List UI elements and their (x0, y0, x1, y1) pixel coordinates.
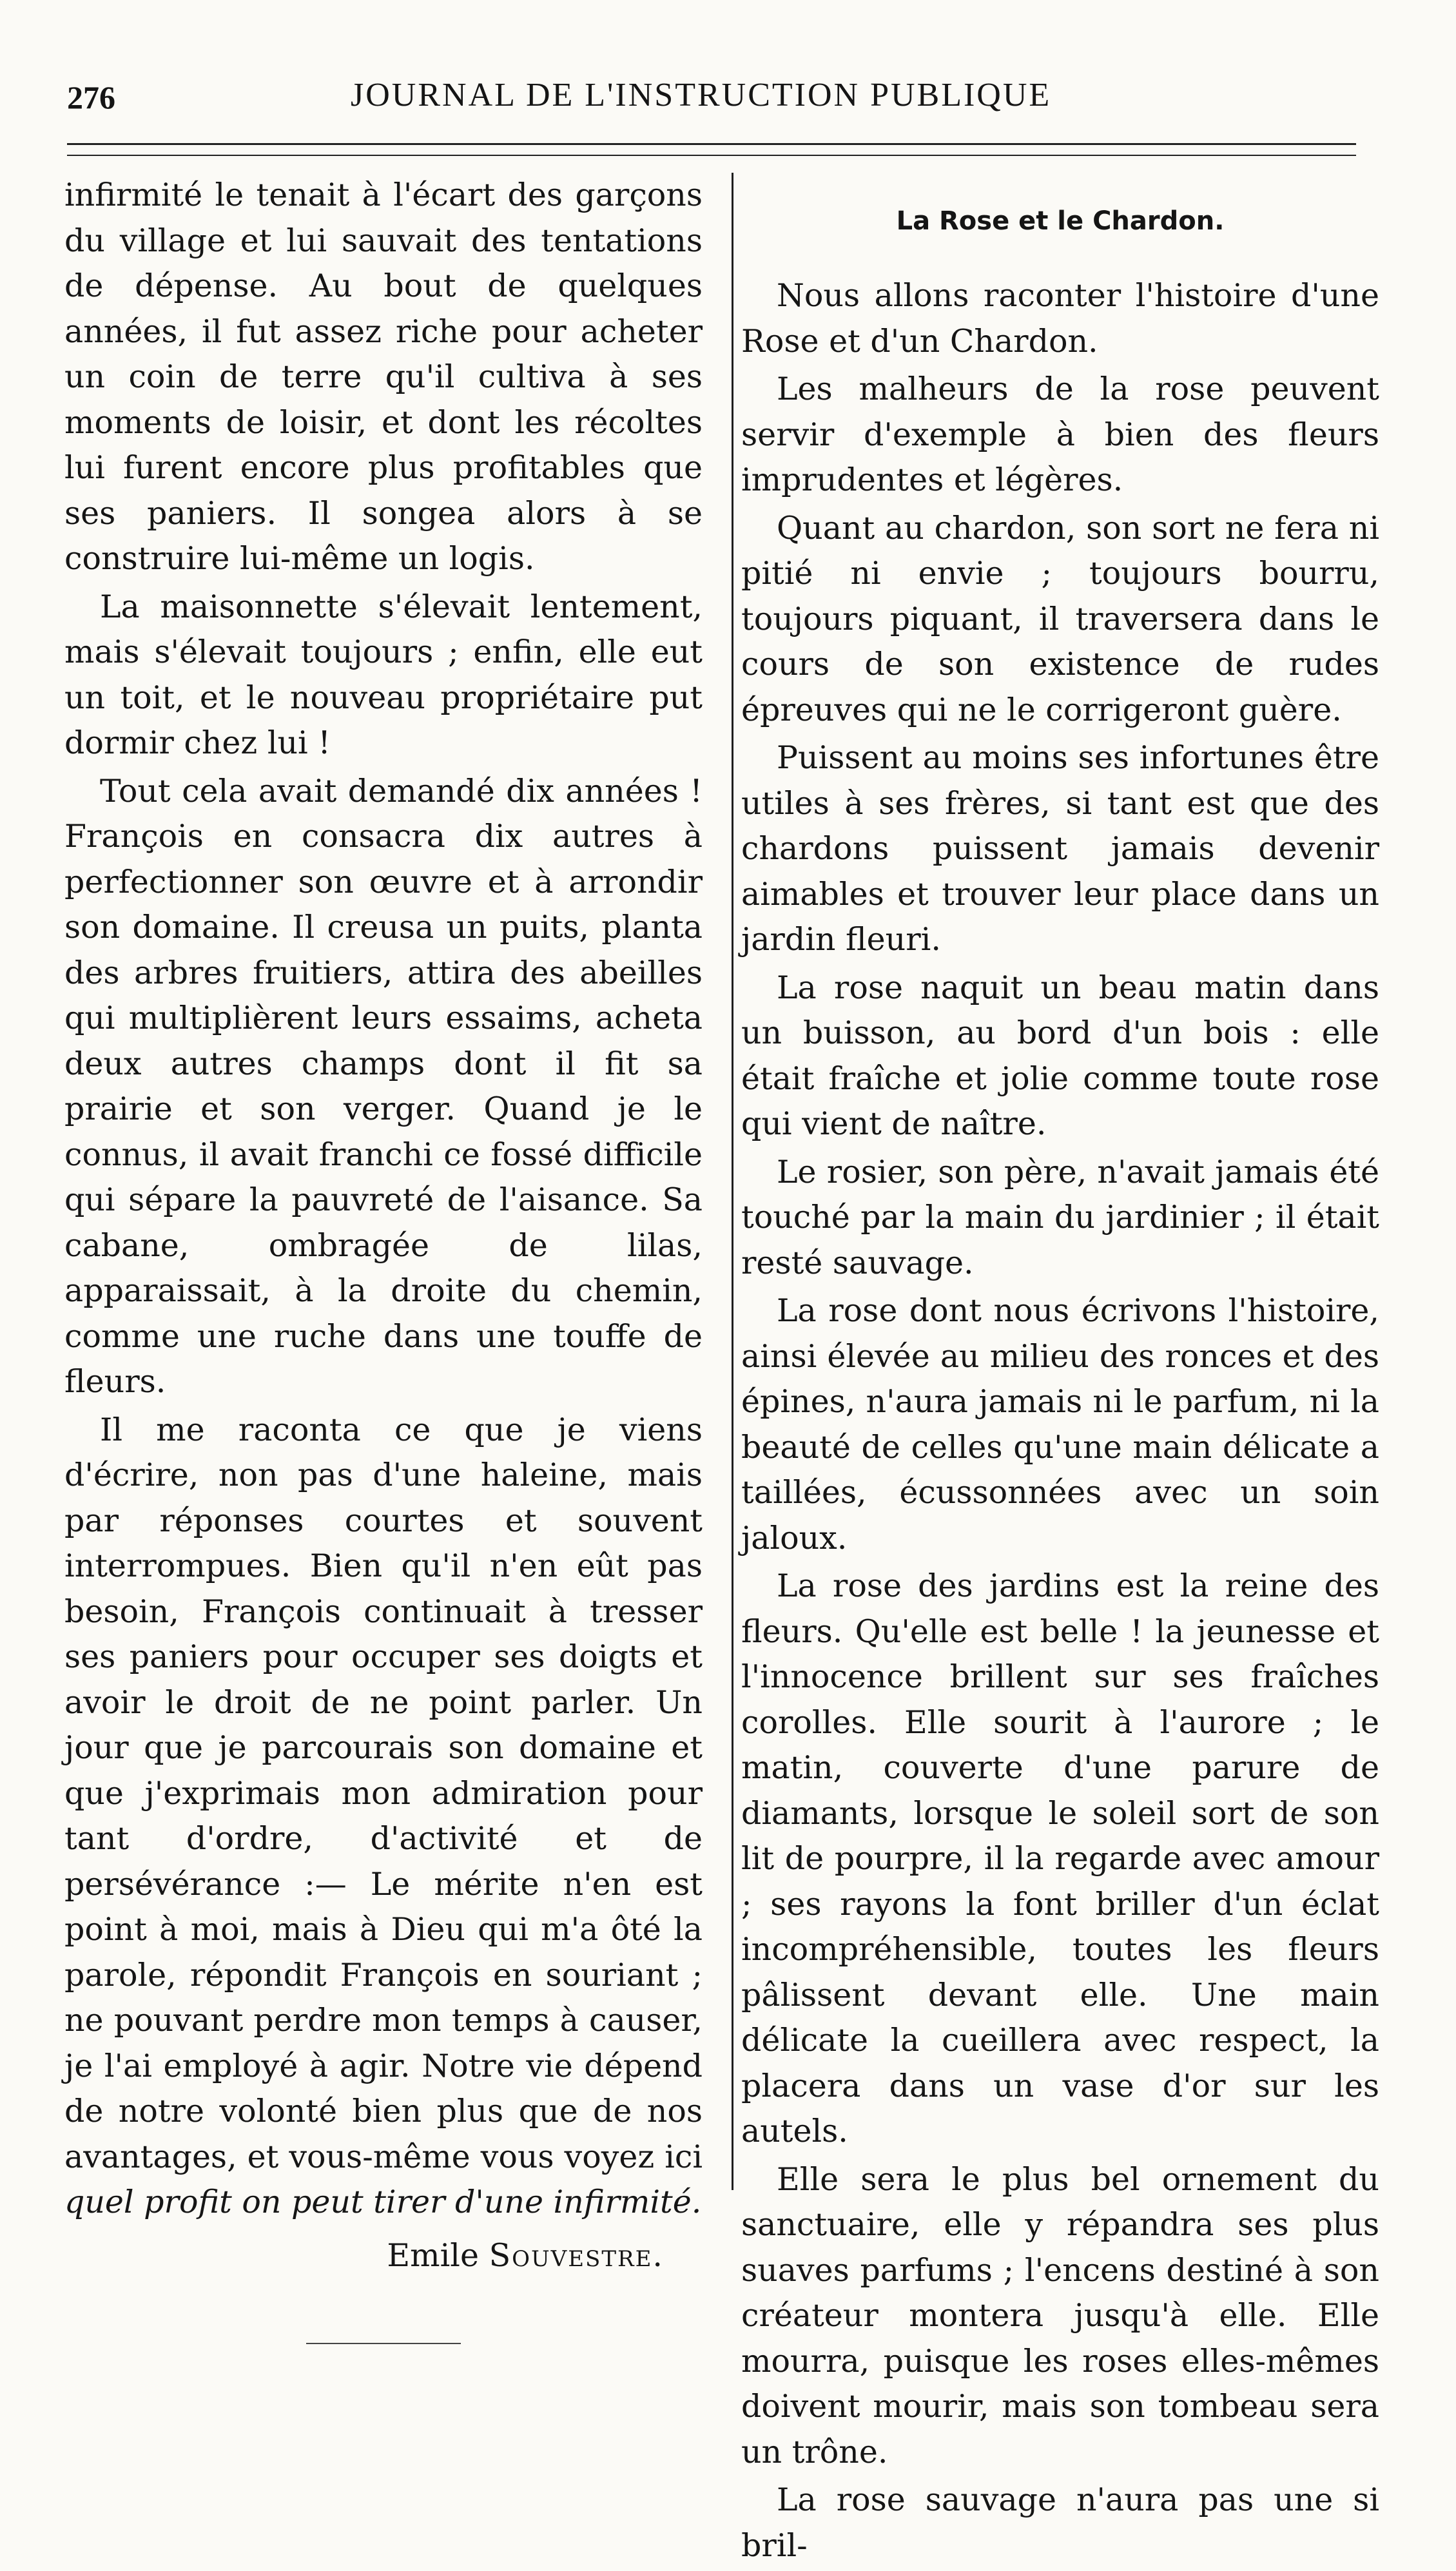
italic-conclusion: quel profit on peut tirer d'une infirmité. (64, 2184, 702, 2220)
right-column (741, 173, 1379, 2571)
author-last-name: Souvestre. (489, 2236, 664, 2274)
author-first-name: Emile (387, 2236, 479, 2274)
left-column (64, 173, 703, 2344)
paragraph-ending (64, 1408, 703, 2226)
page-header (67, 76, 1356, 134)
paragraph: La rose dont nous écrivons l'histoire, ainsi élevée au milieu des ronces et des épines, n'aura jamais ni le parfum, ni la beauté de celles qu'une main délicate a taillées, écussonnées avec un soin jaloux. (741, 1292, 1379, 1557)
paragraph: Tout cela avait demandé dix années ! François en consacra dix autres à perfectionner son œuvre et à arrondir son domaine. Il creusa un puits, planta des arbres fruitiers, attira des abeilles qui multiplièrent leurs essaims, acheta deux autres champs dont il fit sa prairie et son verger. Quand je le connus, il avait franchi ce fossé difficile qui sépare la pauvreté de l'aisance. Sa cabane, ombragée de lilas, apparaissait, à la droite du chemin, comme une ruche dans une touffe de fleurs. (64, 772, 703, 1400)
paragraph: Elle sera le plus bel ornement du sanctuaire, elle y répandra ses plus suaves parfums ; l'encens destiné à son créateur montera jusqu'à elle. Elle mourra, puisque les roses elles-mêmes doivent mourir, mais son tombeau sera un trône. (741, 2160, 1379, 2470)
story-title: La Rose et le Chardon. (896, 206, 1225, 236)
paragraph: La rose sauvage n'aura pas une si bril- (741, 2481, 1379, 2564)
header-rule (67, 143, 1356, 145)
author-signature (64, 2233, 703, 2279)
column-separator (732, 173, 733, 2190)
paragraph: La rose naquit un beau matin dans un buisson, au bord d'un bois : elle était fraîche et jolie comme toute rose qui vient de naître. (741, 969, 1379, 1142)
paragraph: Puissent au moins ses infortunes être utiles à ses frères, si tant est que des chardons puissent jamais devenir aimables et trouver leur place dans un jardin fleuri. (741, 739, 1379, 958)
paragraph: Quant au chardon, son sort ne fera ni pitié ni envie ; toujours bourru, toujours piquant, il traversera dans le cours de son existence de rudes épreuves qui ne le corrigeront guère. (741, 509, 1379, 728)
paragraph: La maisonnette s'élevait lentement, mais s'élevait toujours ; enfin, elle eut un toit, et le nouveau propriétaire put dormir chez lui ! (64, 588, 703, 761)
journal-title: JOURNAL DE L'INSTRUCTION PUBLIQUE (351, 77, 1052, 113)
section-end-rule (306, 2343, 461, 2344)
paragraph: Le rosier, son père, n'avait jamais été touché par la main du jardinier ; il était resté sauvage. (741, 1153, 1379, 1281)
paragraph: infirmité le tenait à l'écart des garçons du village et lui sauvait des tentations de dépense. Au bout de quelques années, il fut assez riche pour acheter un coin de terre qu'il cultiva à ses moments de loisir, et dont les récoltes lui furent encore plus profitables que ses paniers. Il songea alors à se construire lui-même un logis. (64, 177, 703, 577)
header-rule-thin (67, 155, 1356, 156)
page-number: 276 (67, 79, 115, 115)
paragraph-text: Il me raconta ce que je viens d'écrire, non pas d'une haleine, mais par réponses courtes et souvent interrompues. Bien qu'il n'en eût pas besoin, François continuait à tresser ses paniers pour occuper ses doigts et avoir le droit de ne point parler. Un jour que je parcourais son domaine et que j'exprimais mon admiration pour tant d'ordre, d'activité et de persévérance :— Le mérite n'en est point à moi, mais à Dieu qui m'a ôté la parole, répondit François en souriant ; ne pouvant perdre mon temps à causer, je l'ai employé à agir. Notre vie dépend de notre volonté bien plus que de nos avantages, et vous-même vous voyez ici (64, 1411, 703, 2175)
paragraph: La rose des jardins est la reine des fleurs. Qu'elle est belle ! la jeunesse et l'innocence brillent sur ses fraîches corolles. Elle sourit à l'aurore ; le matin, couverte d'une parure de diamants, lorsque le soleil sort de son lit de pourpre, il la regarde avec amour ; ses rayons la font briller d'un éclat incompréhensible, toutes les fleurs pâlissent devant elle. Une main délicate la cueillera avec respect, la placera dans un vase d'or sur les autels. (741, 1567, 1379, 2149)
paragraph: Les malheurs de la rose peuvent servir d'exemple à bien des fleurs imprudentes et légères. (741, 371, 1379, 498)
paragraph: Nous allons raconter l'histoire d'une Rose et d'un Chardon. (741, 277, 1379, 360)
